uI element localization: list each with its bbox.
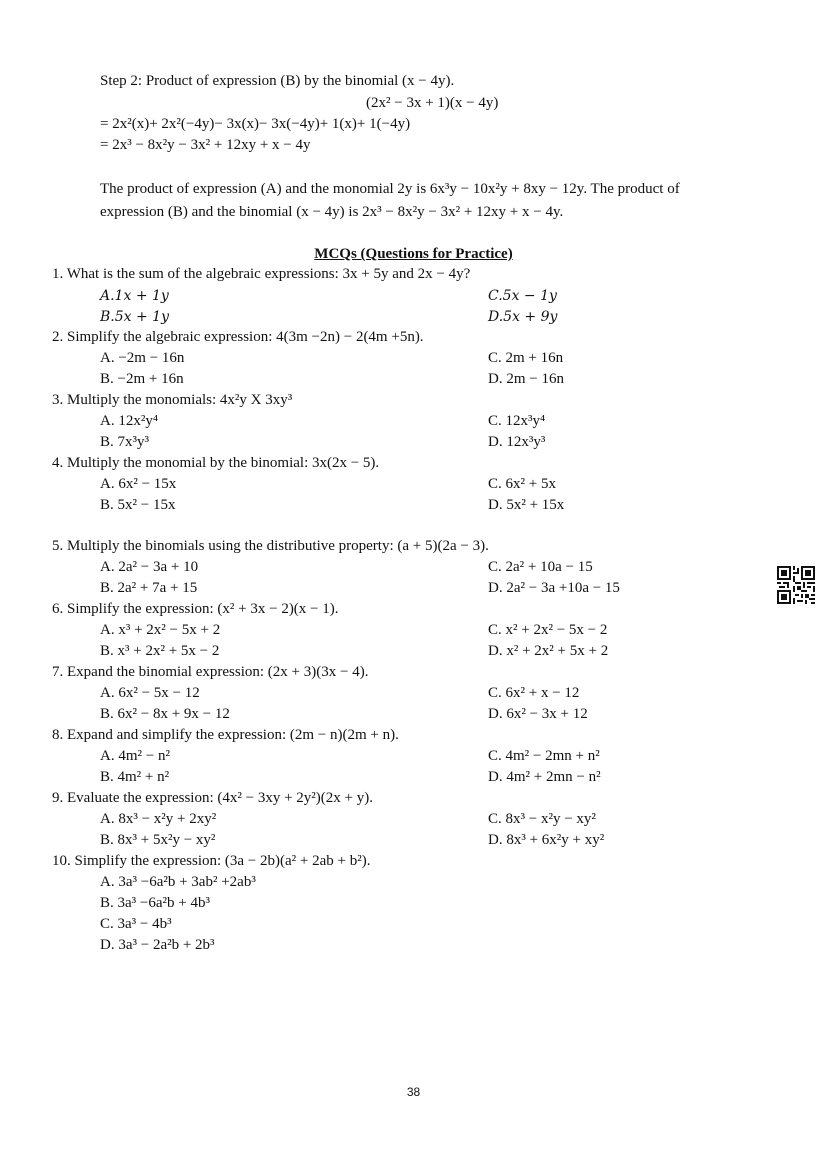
q10-option-a: A. 3a³ −6a²b + 3ab² +2ab³ xyxy=(100,874,256,890)
question-8: 8. Expand and simplify the expression: (2m − n)(2m + n). xyxy=(52,727,399,743)
mcq-title: MCQs (Questions for Practice) xyxy=(314,246,513,262)
q1-option-d: D.5x + 9y xyxy=(488,309,558,325)
question-9: 9. Evaluate the expression: (4x² − 3xy + 2y²)(2x + y). xyxy=(52,790,373,806)
q5-option-c: C. 2a² + 10a − 15 xyxy=(488,559,593,575)
q2-option-d: D. 2m − 16n xyxy=(488,371,564,387)
step-line-1: = 2x²(x)+ 2x²(−4y)− 3x(x)− 3x(−4y)+ 1(x)+ 1(−4y) xyxy=(100,116,411,132)
q5-option-a: A. 2a² − 3a + 10 xyxy=(100,559,199,575)
summary-line-2: expression (B) and the binomial (x − 4y) is 2x³ − 8x²y − 3x² + 12xy + x − 4y. xyxy=(100,204,564,220)
question-3: 3. Multiply the monomials: 4x²y X 3xy³ xyxy=(52,392,293,408)
question-1: 1. What is the sum of the algebraic expressions: 3x + 5y and 2x − 4y? xyxy=(52,266,471,282)
q2-option-c: C. 2m + 16n xyxy=(488,350,564,366)
q1-option-c: C.5x − 1y xyxy=(488,288,557,304)
q9-option-a: A. 8x³ − x²y + 2xy² xyxy=(100,811,217,827)
q3-option-c: C. 12x³y⁴ xyxy=(488,413,546,429)
q3-option-d: D. 12x³y³ xyxy=(488,434,546,450)
q5-option-d: D. 2a² − 3a +10a − 15 xyxy=(488,580,620,596)
question-5: 5. Multiply the binomials using the distributive property: (a + 5)(2a − 3). xyxy=(52,538,489,554)
q8-option-a: A. 4m² − n² xyxy=(100,748,170,764)
step-line-2: = 2x³ − 8x²y − 3x² + 12xy + x − 4y xyxy=(100,137,311,153)
q3-option-b: B. 7x³y³ xyxy=(100,434,149,450)
page-number: 38 xyxy=(406,1085,421,1099)
q7-option-d: D. 6x² − 3x + 12 xyxy=(488,706,588,722)
question-2: 2. Simplify the algebraic expression: 4(3m −2n) − 2(4m +5n). xyxy=(52,329,424,345)
q8-option-b: B. 4m² + n² xyxy=(100,769,170,785)
question-4: 4. Multiply the monomial by the binomial: 3x(2x − 5). xyxy=(52,455,380,471)
q5-option-b: B. 2a² + 7a + 15 xyxy=(100,580,198,596)
summary-line-1: The product of expression (A) and the monomial 2y is 6x³y − 10x²y + 8xy − 12y. The product of xyxy=(100,181,680,197)
question-10: 10. Simplify the expression: (3a − 2b)(a² + 2ab + b²). xyxy=(52,853,371,869)
q9-option-c: C. 8x³ − x²y − xy² xyxy=(488,811,596,827)
step-expression: (2x² − 3x + 1)(x − 4y) xyxy=(366,95,499,111)
qr-code-icon[interactable] xyxy=(777,566,815,604)
q8-option-c: C. 4m² − 2mn + n² xyxy=(488,748,600,764)
q4-option-c: C. 6x² + 5x xyxy=(488,476,556,492)
q7-option-b: B. 6x² − 8x + 9x − 12 xyxy=(100,706,230,722)
question-7: 7. Expand the binomial expression: (2x + 3)(3x − 4). xyxy=(52,664,369,680)
q7-option-a: A. 6x² − 5x − 12 xyxy=(100,685,200,701)
q4-option-a: A. 6x² − 15x xyxy=(100,476,177,492)
q10-option-b: B. 3a³ −6a²b + 4b³ xyxy=(100,895,210,911)
q2-option-a: A. −2m − 16n xyxy=(100,350,185,366)
q6-option-c: C. x² + 2x² − 5x − 2 xyxy=(488,622,608,638)
q9-option-d: D. 8x³ + 6x²y + xy² xyxy=(488,832,605,848)
q8-option-d: D. 4m² + 2mn − n² xyxy=(488,769,601,785)
q1-option-b: B.5x + 1y xyxy=(100,309,169,325)
step-heading: Step 2: Product of expression (B) by the binomial (x − 4y). xyxy=(100,73,455,89)
q9-option-b: B. 8x³ + 5x²y − xy² xyxy=(100,832,216,848)
q2-option-b: B. −2m + 16n xyxy=(100,371,184,387)
q7-option-c: C. 6x² + x − 12 xyxy=(488,685,580,701)
q4-option-d: D. 5x² + 15x xyxy=(488,497,565,513)
q1-option-a: A.1x + 1y xyxy=(100,288,169,304)
q10-option-c: C. 3a³ − 4b³ xyxy=(100,916,172,932)
question-6: 6. Simplify the expression: (x² + 3x − 2)(x − 1). xyxy=(52,601,339,617)
q6-option-d: D. x² + 2x² + 5x + 2 xyxy=(488,643,609,659)
q4-option-b: B. 5x² − 15x xyxy=(100,497,176,513)
q10-option-d: D. 3a³ − 2a²b + 2b³ xyxy=(100,937,215,953)
q6-option-b: B. x³ + 2x² + 5x − 2 xyxy=(100,643,220,659)
q6-option-a: A. x³ + 2x² − 5x + 2 xyxy=(100,622,221,638)
q3-option-a: A. 12x²y⁴ xyxy=(100,413,159,429)
